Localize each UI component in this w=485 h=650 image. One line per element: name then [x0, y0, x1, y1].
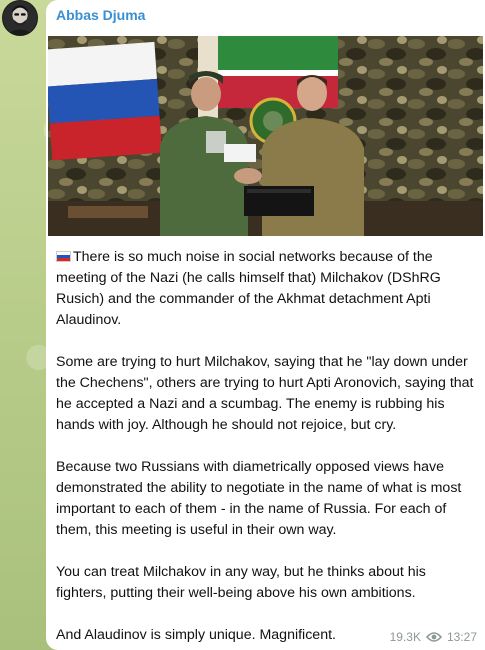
message-paragraph: You can treat Milchakov in any way, but he thinks about his fighters, putting their well-being above his own ambitions.: [56, 564, 426, 601]
message-text: [56, 247, 476, 646]
sender-name[interactable]: Abbas Djuma: [56, 7, 146, 23]
message-meta: [390, 630, 477, 644]
message-paragraph: [56, 247, 476, 331]
paragraph-text: There is so much noise in social networks because of the meeting of the Nazi (he calls himself that) Milchakov (DShRG Rusich) and the commander of the Akhmat detachment Apti Alaudinov.: [56, 249, 441, 328]
message-bubble[interactable]: [46, 0, 485, 650]
message-photo[interactable]: [48, 36, 483, 236]
message-paragraph: And Alaudinov is simply unique. Magnificent.: [56, 627, 336, 643]
eye-icon: [426, 631, 442, 643]
message-paragraph: Some are trying to hurt Milchakov, saying that he "lay down under the Chechens", others are trying to hurt Apti Aronovich, saying that he accepted a Nazi and a scumbag. The enemy is rubbing his hands with joy. Although he should not rejoice, but cry.: [56, 354, 474, 433]
view-count: 19.3K: [389, 630, 421, 644]
russian-flag-icon: [56, 251, 71, 262]
message-time: 13:27: [446, 630, 477, 644]
photo-image: [48, 36, 483, 236]
channel-avatar[interactable]: [2, 0, 38, 36]
avatar-image: [3, 1, 37, 35]
message-paragraph: Because two Russians with diametrically opposed views have demonstrated the ability to negotiate in the name of what is most important to each of them - in the name of Russia. For each of them, this meeting is useful in their own way.: [56, 459, 462, 538]
